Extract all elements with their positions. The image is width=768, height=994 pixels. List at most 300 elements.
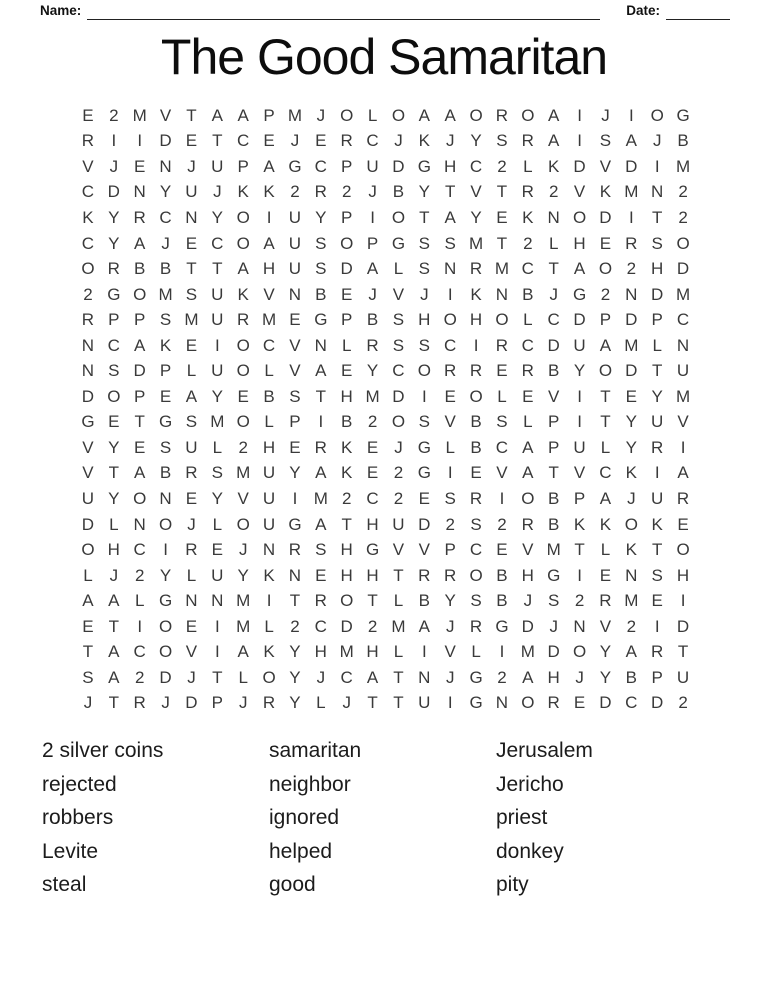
grid-cell: A	[522, 437, 534, 457]
grid-cell: J	[213, 182, 222, 202]
grid-cell: T	[600, 412, 611, 432]
grid-cell: E	[185, 233, 198, 253]
grid-cell: O	[624, 514, 638, 534]
grid-cell: S	[289, 386, 301, 406]
grid-cell: B	[548, 514, 560, 534]
grid-cell: R	[340, 131, 353, 151]
grid-cell: I	[680, 437, 686, 457]
word-column	[42, 734, 269, 902]
grid-cell: I	[499, 488, 505, 508]
grid-cell: D	[521, 616, 534, 636]
grid-cell: M	[210, 412, 225, 432]
grid-cell: H	[521, 565, 534, 585]
grid-cell: T	[393, 565, 404, 585]
grid-cell: T	[574, 540, 585, 560]
grid-cell: R	[314, 591, 327, 611]
grid-cell: Y	[599, 642, 612, 662]
grid-cell: T	[651, 207, 663, 227]
word-item: robbers	[42, 806, 114, 830]
grid-cell: G	[417, 156, 431, 176]
grid-cell: V	[289, 361, 301, 381]
grid-cell: 2	[523, 233, 533, 253]
grid-cell: O	[133, 284, 147, 304]
grid-cell: S	[315, 259, 327, 279]
grid-cell: D	[599, 207, 612, 227]
grid-cell: N	[133, 182, 146, 202]
grid-cell: R	[185, 463, 198, 483]
word-item: Jerusalem	[496, 739, 593, 762]
grid-cell: E	[185, 488, 198, 508]
grid-cell: G	[547, 565, 561, 585]
grid-cell: 2	[574, 591, 585, 611]
grid-cell: R	[469, 361, 483, 381]
grid-cell: O	[391, 207, 406, 227]
grid-cell: R	[185, 540, 198, 560]
grid-cell: A	[237, 259, 249, 279]
grid-cell: U	[651, 412, 664, 432]
grid-cell: Y	[315, 207, 327, 227]
grid-cell: O	[598, 361, 613, 381]
grid-cell: A	[211, 105, 223, 125]
grid-cell: I	[577, 105, 582, 125]
grid-cell: J	[445, 667, 455, 687]
grid-cell: E	[496, 361, 508, 381]
grid-cell: V	[496, 463, 508, 483]
grid-cell: P	[341, 310, 353, 330]
grid-cell: T	[496, 182, 508, 202]
word-item: helped	[269, 839, 333, 863]
word-column	[496, 734, 723, 902]
grid-cell: S	[315, 540, 327, 560]
grid-cell: U	[211, 156, 224, 176]
grid-cell: K	[237, 284, 249, 304]
grid-cell: J	[627, 488, 636, 508]
grid-cell: M	[339, 642, 354, 662]
grid-cell: C	[107, 335, 120, 355]
grid-cell: R	[651, 642, 664, 662]
grid-cell: R	[262, 693, 276, 713]
grid-cell: I	[370, 207, 375, 227]
grid-cell: O	[81, 540, 95, 560]
grid-cell: I	[447, 693, 453, 713]
grid-cell: E	[599, 233, 612, 253]
word-item: neighbor	[269, 772, 351, 796]
grid-cell: M	[236, 591, 251, 611]
word-item: Levite	[42, 839, 99, 863]
grid-cell: L	[600, 437, 611, 457]
grid-cell: K	[237, 182, 249, 202]
grid-cell: 2	[341, 182, 352, 202]
grid-cell: J	[83, 693, 93, 713]
grid-cell: T	[212, 259, 223, 279]
grid-cell: I	[577, 412, 582, 432]
grid-cell: O	[391, 105, 406, 125]
grid-cell: J	[187, 156, 196, 176]
grid-cell: Y	[418, 182, 430, 202]
grid-cell: T	[419, 207, 430, 227]
grid-cell: T	[315, 386, 326, 406]
grid-cell: O	[236, 233, 250, 253]
grid-cell: N	[314, 335, 327, 355]
grid-cell: Y	[108, 207, 120, 227]
grid-cell: N	[159, 156, 172, 176]
grid-cell: A	[548, 105, 560, 125]
grid-cell: B	[470, 412, 482, 432]
grid-cell: E	[341, 284, 353, 304]
grid-cell: A	[366, 667, 379, 687]
grid-cell: T	[367, 693, 378, 713]
grid-cell: P	[237, 156, 249, 176]
grid-cell: S	[418, 259, 430, 279]
grid-cell: 2	[678, 182, 688, 202]
grid-cell: 2	[290, 616, 300, 636]
grid-cell: R	[469, 488, 483, 508]
grid-cell: N	[81, 361, 95, 381]
grid-cell: J	[316, 667, 326, 687]
grid-cell: N	[495, 693, 509, 713]
grid-cell: I	[499, 642, 505, 662]
grid-cell: U	[288, 233, 302, 253]
grid-cell: M	[261, 310, 277, 330]
grid-cell: J	[523, 591, 533, 611]
grid-cell: G	[417, 463, 431, 483]
grid-cell: U	[676, 667, 690, 687]
grid-cell: T	[108, 693, 119, 713]
grid-cell: H	[366, 642, 379, 662]
grid-cell: E	[159, 386, 172, 406]
grid-cell: S	[108, 361, 120, 381]
grid-cell: D	[81, 514, 95, 534]
grid-cell: P	[573, 488, 586, 508]
grid-cell: O	[391, 412, 406, 432]
grid-cell: Y	[289, 642, 301, 662]
grid-cell: K	[522, 207, 534, 227]
grid-cell: O	[236, 514, 250, 534]
grid-cell: T	[186, 105, 197, 125]
grid-cell: B	[263, 386, 275, 406]
grid-cell: I	[654, 616, 660, 636]
grid-cell: A	[677, 463, 689, 483]
grid-cell: A	[522, 667, 534, 687]
grid-cell: 2	[497, 156, 507, 176]
grid-cell: R	[676, 488, 690, 508]
grid-cell: E	[185, 616, 198, 636]
grid-cell: G	[288, 156, 302, 176]
grid-cell: O	[495, 310, 509, 330]
grid-cell: D	[676, 259, 690, 279]
grid-cell: L	[471, 642, 481, 662]
grid-cell: C	[314, 156, 327, 176]
grid-cell: P	[651, 310, 663, 330]
grid-cell: O	[340, 105, 354, 125]
grid-cell: U	[262, 514, 276, 534]
grid-cell: T	[393, 693, 404, 713]
grid-cell: C	[133, 642, 146, 662]
word-item: ignored	[269, 806, 340, 830]
grid-cell: V	[548, 386, 560, 406]
grid-cell: U	[262, 463, 276, 483]
grid-cell: L	[238, 667, 248, 687]
grid-cell: V	[392, 284, 405, 304]
grid-cell: J	[601, 105, 610, 125]
grid-cell: N	[573, 616, 586, 636]
grid-cell: D	[392, 386, 405, 406]
grid-cell: Y	[108, 233, 120, 253]
grid-cell: M	[546, 540, 561, 560]
grid-cell: V	[573, 182, 586, 202]
grid-cell: J	[187, 667, 196, 687]
grid-cell: J	[420, 284, 429, 304]
grid-cell: 2	[548, 182, 559, 202]
grid-cell: V	[289, 335, 301, 355]
grid-cell: O	[572, 642, 587, 662]
grid-cell: I	[577, 565, 582, 585]
grid-cell: V	[392, 540, 405, 560]
grid-cell: O	[133, 488, 147, 508]
grid-cell: R	[599, 591, 612, 611]
grid-cell: J	[342, 693, 351, 713]
grid-cell: K	[625, 540, 637, 560]
grid-cell: G	[495, 616, 509, 636]
grid-cell: U	[211, 284, 224, 304]
grid-cell: 2	[134, 565, 145, 585]
grid-cell: V	[470, 182, 482, 202]
grid-cell: O	[236, 207, 250, 227]
grid-cell: P	[599, 310, 612, 330]
grid-cell: Y	[289, 693, 301, 713]
grid-cell: A	[599, 488, 612, 508]
grid-cell: E	[366, 437, 379, 457]
grid-cell: V	[418, 540, 430, 560]
grid-cell: L	[523, 310, 533, 330]
grid-cell: M	[624, 591, 639, 611]
grid-cell: T	[108, 616, 119, 636]
grid-cell: O	[676, 233, 690, 253]
grid-cell: J	[394, 131, 403, 151]
grid-cell: 2	[238, 437, 248, 457]
grid-cell: A	[418, 616, 430, 636]
grid-cell: P	[366, 233, 379, 253]
grid-cell: K	[263, 565, 275, 585]
grid-cell: K	[651, 514, 663, 534]
grid-cell: R	[521, 361, 534, 381]
grid-cell: G	[469, 693, 483, 713]
grid-cell: D	[392, 156, 405, 176]
grid-cell: T	[651, 540, 663, 560]
grid-cell: A	[134, 463, 146, 483]
grid-cell: R	[521, 131, 534, 151]
grid-cell: R	[107, 259, 120, 279]
grid-cell: P	[263, 105, 275, 125]
grid-cell: Y	[625, 412, 637, 432]
grid-cell: C	[81, 182, 95, 202]
grid-cell: I	[473, 335, 479, 355]
grid-cell: L	[523, 156, 533, 176]
grid-cell: P	[548, 437, 560, 457]
grid-cell: H	[340, 386, 353, 406]
grid-cell: I	[137, 131, 143, 151]
grid-cell: D	[547, 335, 560, 355]
grid-cell: E	[651, 591, 663, 611]
grid-cell: B	[625, 667, 637, 687]
word-item: priest	[496, 806, 548, 830]
grid-cell: M	[287, 105, 303, 125]
grid-cell: T	[367, 591, 378, 611]
grid-cell: G	[572, 284, 587, 304]
grid-cell: J	[238, 540, 248, 560]
grid-cell: I	[163, 540, 168, 560]
grid-cell: I	[266, 591, 272, 611]
grid-cell: I	[421, 386, 427, 406]
grid-cell: M	[132, 105, 147, 125]
grid-cell: V	[82, 463, 94, 483]
grid-cell: Y	[470, 207, 482, 227]
grid-cell: 2	[367, 412, 378, 432]
grid-cell: C	[159, 207, 172, 227]
grid-cell: E	[82, 616, 94, 636]
grid-cell: P	[444, 540, 456, 560]
grid-cell: T	[212, 667, 223, 687]
grid-cell: D	[340, 616, 353, 636]
grid-cell: A	[185, 386, 198, 406]
grid-cell: C	[314, 616, 327, 636]
grid-cell: R	[133, 207, 146, 227]
grid-cell: R	[444, 565, 457, 585]
grid-cell: V	[444, 642, 456, 662]
grid-cell: J	[575, 667, 584, 687]
grid-cell: O	[521, 693, 535, 713]
grid-cell: C	[81, 233, 95, 253]
grid-cell: N	[81, 335, 95, 355]
grid-cell: Y	[599, 667, 612, 687]
grid-cell: C	[676, 310, 690, 330]
header-row	[40, 2, 730, 20]
grid-cell: Y	[159, 182, 172, 202]
grid-cell: A	[108, 591, 120, 611]
grid-cell: S	[496, 131, 508, 151]
word-list	[42, 734, 732, 902]
grid-cell: U	[81, 488, 95, 508]
grid-cell: L	[393, 259, 404, 279]
grid-cell: H	[444, 156, 457, 176]
grid-cell: E	[134, 156, 146, 176]
grid-cell: C	[547, 310, 560, 330]
grid-cell: M	[624, 182, 639, 202]
grid-cell: K	[573, 514, 586, 534]
grid-cell: R	[314, 182, 327, 202]
grid-cell: B	[548, 361, 560, 381]
word-item: steal	[42, 873, 87, 897]
grid-cell: I	[421, 642, 427, 662]
grid-cell: P	[159, 361, 172, 381]
grid-cell: E	[315, 131, 327, 151]
grid-cell: C	[237, 131, 250, 151]
grid-cell: C	[211, 233, 224, 253]
grid-cell: D	[133, 361, 146, 381]
grid-cell: A	[315, 361, 327, 381]
word-item: good	[269, 873, 316, 897]
grid-cell: I	[577, 386, 582, 406]
grid-cell: M	[236, 616, 251, 636]
page-title: The Good Samaritan	[160, 29, 608, 85]
grid-cell: E	[677, 514, 689, 534]
grid-cell: S	[599, 131, 612, 151]
grid-cell: U	[211, 361, 224, 381]
grid-cell: E	[341, 361, 353, 381]
grid-cell: Y	[444, 591, 456, 611]
grid-cell: 2	[600, 284, 611, 304]
grid-cell: L	[600, 540, 611, 560]
grid-cell: J	[368, 284, 377, 304]
grid-cell: L	[367, 105, 378, 125]
grid-cell: H	[314, 642, 327, 662]
grid-cell: R	[81, 310, 95, 330]
grid-cell: A	[263, 233, 275, 253]
grid-cell: E	[573, 693, 586, 713]
grid-cell: U	[573, 437, 586, 457]
grid-cell: I	[654, 156, 660, 176]
grid-cell: H	[469, 310, 483, 330]
grid-cell: L	[393, 642, 404, 662]
grid-cell: S	[185, 284, 198, 304]
grid-cell: Y	[366, 361, 379, 381]
grid-cell: N	[676, 335, 690, 355]
grid-cell: B	[470, 437, 482, 457]
grid-cell: T	[677, 642, 689, 662]
grid-cell: J	[109, 565, 119, 585]
grid-cell: L	[186, 565, 197, 585]
grid-cell: U	[573, 335, 586, 355]
grid-cell: O	[107, 386, 121, 406]
grid-cell: K	[341, 437, 353, 457]
grid-cell: B	[159, 259, 172, 279]
grid-cell: D	[81, 386, 95, 406]
grid-cell: N	[185, 207, 198, 227]
grid-cell: A	[625, 642, 637, 662]
grid-cell: O	[598, 259, 613, 279]
grid-cell: V	[82, 437, 94, 457]
grid-cell: T	[548, 463, 559, 483]
grid-cell: R	[495, 335, 509, 355]
grid-cell: T	[600, 386, 611, 406]
grid-cell: B	[496, 565, 508, 585]
grid-cell: R	[521, 182, 534, 202]
grid-cell: U	[262, 488, 276, 508]
grid-cell: A	[315, 463, 327, 483]
grid-cell: E	[289, 437, 301, 457]
grid-cell: M	[236, 463, 251, 483]
grid-cell: T	[444, 182, 456, 202]
grid-cell: B	[548, 488, 560, 508]
grid-cell: U	[288, 259, 302, 279]
grid-cell: I	[214, 335, 220, 355]
grid-cell: Y	[470, 131, 482, 151]
grid-cell: 2	[367, 616, 378, 636]
grid-cell: M	[365, 386, 380, 406]
grid-cell: N	[547, 207, 560, 227]
grid-cell: H	[262, 259, 276, 279]
grid-cell: R	[469, 259, 483, 279]
grid-cell: O	[158, 514, 173, 534]
grid-cell: U	[211, 310, 224, 330]
grid-cell: J	[445, 131, 455, 151]
grid-cell: L	[83, 565, 93, 585]
grid-cell: Y	[159, 565, 172, 585]
grid-cell: 2	[626, 616, 637, 636]
grid-cell: U	[185, 437, 198, 457]
grid-cell: T	[186, 259, 197, 279]
grid-cell: E	[522, 386, 534, 406]
